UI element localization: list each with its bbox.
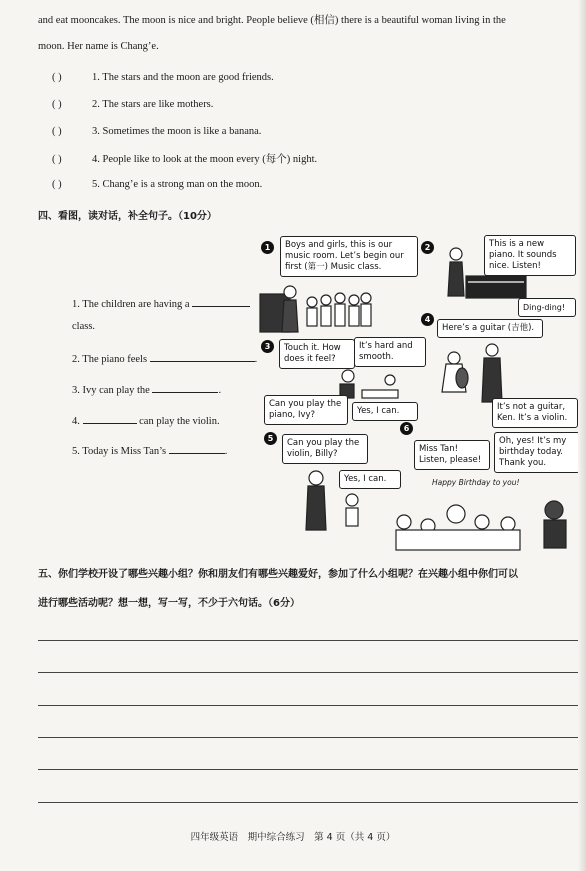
panel-number-6: 6: [400, 422, 413, 435]
period: .: [218, 385, 222, 396]
touch-piano-scene: [340, 370, 398, 398]
answer-paren[interactable]: ( ): [52, 154, 62, 165]
answer-blank[interactable]: [169, 443, 225, 454]
speech-bubble-4b: It’s not a guitar, Ken. It’s a violin.: [492, 398, 578, 428]
speech-bubble-5a: Can you play the violin, Billy?: [282, 434, 368, 464]
sentence-number: 4.: [72, 416, 80, 427]
speech-bubble-2: This is a new piano. It sounds nice. Listen!: [484, 235, 576, 276]
answer-blank[interactable]: [152, 382, 218, 393]
period: .: [254, 354, 258, 365]
statement-5: [52, 179, 262, 190]
panel-number-3: 3: [261, 340, 274, 353]
statement-text: 4. People like to look at the moon every (每个) night.: [92, 154, 318, 165]
statement-1: [52, 72, 274, 83]
statement-text: 1. The stars and the moon are good friends.: [92, 72, 274, 83]
panel-number-1: 1: [261, 241, 274, 254]
answer-blank[interactable]: [83, 413, 137, 424]
page-edge-shadow: [578, 0, 586, 871]
answer-blank[interactable]: [192, 296, 250, 307]
writing-line-4[interactable]: [38, 737, 578, 738]
sentence-5: [72, 443, 227, 457]
violin-scene: [442, 344, 502, 402]
speech-bubble-5b: Yes, I can.: [339, 470, 401, 489]
speech-bubble-3b: It’s hard and smooth.: [354, 337, 426, 367]
sound-effect-bubble: Ding-ding!: [518, 298, 576, 317]
statement-2: [52, 99, 213, 110]
sentence-4: [72, 413, 220, 427]
section-5-title-line-1: 五、你们学校开设了哪些兴趣小组？你和朋友们有哪些兴趣爱好，参加了什么小组呢？在兴趣小组中你们可以: [38, 569, 518, 580]
statement-text: 2. The stars are like mothers.: [92, 99, 214, 110]
writing-line-5[interactable]: [38, 769, 578, 770]
statement-text: 3. Sometimes the moon is like a banana.: [92, 126, 262, 137]
statement-text: 5. Chang’e is a strong man on the moon.: [92, 179, 263, 190]
writing-line-2[interactable]: [38, 672, 578, 673]
statement-4: [52, 151, 317, 166]
sentence-text: 2. The piano feels: [72, 354, 148, 365]
answer-paren[interactable]: ( ): [52, 126, 62, 137]
panel-number-2: 2: [421, 241, 434, 254]
period: .: [224, 446, 228, 457]
section-4-title: 四、看图，读对话，补全句子。（10分）: [38, 211, 217, 222]
sentence-1: [72, 296, 250, 310]
writing-line-1[interactable]: [38, 640, 578, 641]
sentence-text: 5. Today is Miss Tan’s: [72, 446, 167, 457]
answer-blank[interactable]: [150, 351, 255, 362]
speech-bubble-3d: Yes, I can.: [352, 402, 418, 421]
speech-bubble-6b: Oh, yes! It’s my birthday today. Thank you.: [494, 432, 580, 473]
writing-line-3[interactable]: [38, 705, 578, 706]
sentence-3: [72, 382, 221, 396]
song-lyric: Happy Birthday to you!: [432, 478, 520, 487]
answer-paren[interactable]: ( ): [52, 179, 62, 190]
speech-bubble-1: Boys and girls, this is our music room. Let’s begin our first (第一) Music class.: [280, 236, 418, 277]
passage-line-2: moon. Her name is Chang’e.: [38, 41, 159, 52]
writing-line-6[interactable]: [38, 802, 578, 803]
sentence-2: [72, 351, 257, 365]
comic-illustration: [256, 232, 576, 552]
answer-paren[interactable]: ( ): [52, 72, 62, 83]
panel-number-4: 4: [421, 313, 434, 326]
sentence-text: 1. The children are having a: [72, 299, 190, 310]
speech-bubble-3a: Touch it. How does it feel?: [279, 339, 355, 369]
statement-3: [52, 126, 261, 137]
music-class-scene: [260, 286, 371, 332]
speech-bubble-3c: Can you play the piano, Ivy?: [264, 395, 348, 425]
sentence-1-cont: class.: [72, 321, 96, 332]
speech-bubble-4a: Here’s a guitar (吉他).: [437, 319, 543, 338]
birthday-scene: [396, 501, 566, 550]
panel-number-5: 5: [264, 432, 277, 445]
speech-bubble-6a: Miss Tan! Listen, please!: [414, 440, 490, 470]
page-footer: 四年级英语 期中综合练习 第 4 页（共 4 页）: [190, 832, 396, 843]
sentence-text: can play the violin.: [139, 416, 220, 427]
answer-paren[interactable]: ( ): [52, 99, 62, 110]
sentence-text: 3. Ivy can play the: [72, 385, 150, 396]
section-5-title-line-2: 进行哪些活动呢？想一想，写一写，不少于六句话。（6分）: [38, 598, 300, 609]
passage-line-1: and eat mooncakes. The moon is nice and bright. People believe (相信) there is a beautiful woman living in the: [38, 15, 506, 26]
